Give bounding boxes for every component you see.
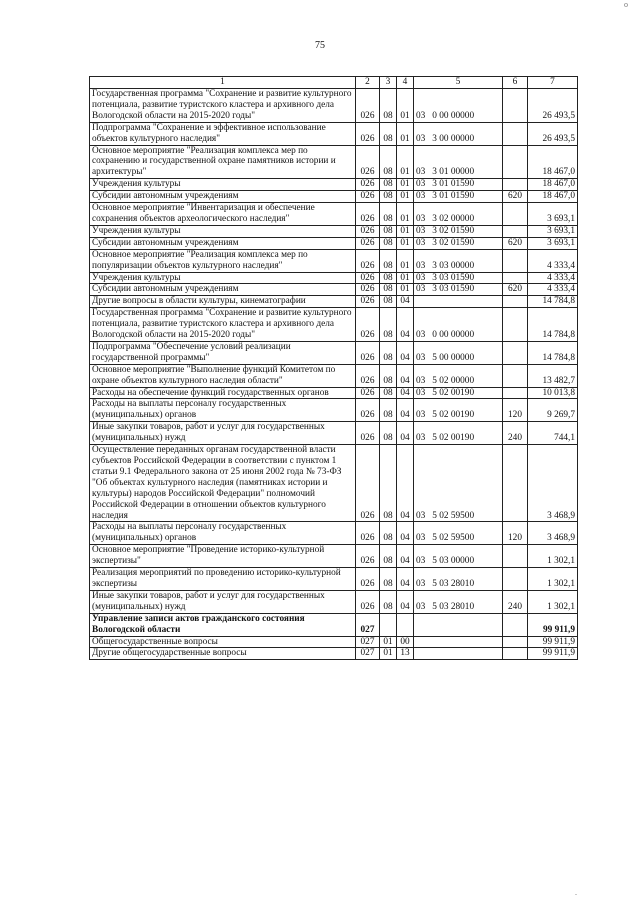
row-subsection-cell: 04	[397, 590, 414, 613]
table-row	[90, 590, 578, 613]
row-section-cell: 08	[380, 89, 397, 123]
table-row	[90, 522, 578, 545]
row-amount-cell: 13 482,7	[528, 364, 578, 387]
row-section-cell: 08	[380, 191, 397, 203]
row-target-article-cell: 03 3 03 01590	[414, 284, 503, 296]
row-name-cell: Основное мероприятие "Инвентаризация и обеспечение сохранения объектов археологического наследия"	[90, 203, 356, 226]
row-section-cell: 08	[380, 225, 397, 237]
row-section-cell: 08	[380, 203, 397, 226]
row-amount-cell: 9 269,7	[528, 399, 578, 422]
row-subsection-cell: 01	[397, 203, 414, 226]
table-row	[90, 122, 578, 145]
row-code-cell: 027	[356, 636, 380, 648]
row-expense-type-cell	[503, 341, 528, 364]
row-section-cell: 01	[380, 648, 397, 660]
row-name-cell: Расходы на выплаты персоналу государственных (муниципальных) органов	[90, 522, 356, 545]
row-expense-type-cell	[503, 445, 528, 522]
row-target-article-cell: 03 5 03 28010	[414, 590, 503, 613]
table-row	[90, 249, 578, 272]
row-section-cell: 08	[380, 272, 397, 284]
row-amount-cell: 26 493,5	[528, 89, 578, 123]
table-row	[90, 648, 578, 660]
row-expense-type-cell	[503, 122, 528, 145]
table-row	[90, 445, 578, 522]
row-name-cell: Общегосударственные вопросы	[90, 636, 356, 648]
row-subsection-cell: 01	[397, 225, 414, 237]
row-amount-cell: 14 784,8	[528, 308, 578, 342]
row-name-cell: Субсидии автономным учреждениям	[90, 284, 356, 296]
row-amount-cell: 99 911,9	[528, 648, 578, 660]
row-section-cell: 08	[380, 522, 397, 545]
row-amount-cell: 3 693,1	[528, 225, 578, 237]
row-code-cell: 026	[356, 122, 380, 145]
row-name-cell: Управление записи актов гражданского состояния Вологодской области	[90, 613, 356, 636]
row-code-cell: 026	[356, 225, 380, 237]
row-amount-cell: 10 013,8	[528, 387, 578, 399]
row-code-cell: 026	[356, 364, 380, 387]
row-expense-type-cell	[503, 89, 528, 123]
row-name-cell: Субсидии автономным учреждениям	[90, 237, 356, 249]
row-code-cell: 026	[356, 203, 380, 226]
row-code-cell: 026	[356, 308, 380, 342]
row-target-article-cell: 03 0 00 00000	[414, 308, 503, 342]
row-expense-type-cell	[503, 568, 528, 591]
row-section-cell	[380, 613, 397, 636]
row-target-article-cell: 03 5 02 00190	[414, 399, 503, 422]
row-subsection-cell: 01	[397, 249, 414, 272]
row-subsection-cell: 01	[397, 89, 414, 123]
row-expense-type-cell	[503, 225, 528, 237]
row-code-cell: 026	[356, 296, 380, 308]
row-subsection-cell: 01	[397, 145, 414, 179]
row-expense-type-cell: 240	[503, 422, 528, 445]
row-name-cell: Государственная программа "Сохранение и развитие культурного потенциала, развитие туристского кластера и архивного дела Вологодской области на 2015-2020 годы"	[90, 308, 356, 342]
row-amount-cell: 18 467,0	[528, 191, 578, 203]
row-amount-cell: 18 467,0	[528, 179, 578, 191]
row-expense-type-cell	[503, 545, 528, 568]
row-target-article-cell: 03 5 03 00000	[414, 545, 503, 568]
row-expense-type-cell	[503, 636, 528, 648]
row-target-article-cell: 03 3 00 00000	[414, 122, 503, 145]
row-subsection-cell: 01	[397, 237, 414, 249]
row-name-cell: Расходы на выплаты персоналу государственных (муниципальных) органов	[90, 399, 356, 422]
row-section-cell: 08	[380, 445, 397, 522]
row-code-cell: 027	[356, 613, 380, 636]
row-expense-type-cell: 120	[503, 399, 528, 422]
table-row	[90, 545, 578, 568]
row-code-cell: 026	[356, 399, 380, 422]
table-row	[90, 613, 578, 636]
table-row	[90, 89, 578, 123]
row-amount-cell: 99 911,9	[528, 636, 578, 648]
row-code-cell: 026	[356, 284, 380, 296]
row-expense-type-cell	[503, 145, 528, 179]
row-code-cell: 026	[356, 590, 380, 613]
row-section-cell: 08	[380, 145, 397, 179]
row-name-cell: Иные закупки товаров, работ и услуг для государственных (муниципальных) нужд	[90, 590, 356, 613]
row-subsection-cell: 01	[397, 122, 414, 145]
row-code-cell: 026	[356, 272, 380, 284]
row-target-article-cell: 03 3 03 00000	[414, 249, 503, 272]
table-row	[90, 636, 578, 648]
row-code-cell: 026	[356, 522, 380, 545]
row-target-article-cell: 03 5 02 00190	[414, 422, 503, 445]
row-target-article-cell: 03 5 03 28010	[414, 568, 503, 591]
row-name-cell: Другие общегосударственные вопросы	[90, 648, 356, 660]
row-subsection-cell: 01	[397, 179, 414, 191]
row-code-cell: 026	[356, 237, 380, 249]
table-row	[90, 203, 578, 226]
header-col-7: 7	[528, 77, 578, 89]
row-expense-type-cell: 120	[503, 522, 528, 545]
row-expense-type-cell	[503, 249, 528, 272]
row-subsection-cell: 13	[397, 648, 414, 660]
row-amount-cell: 18 467,0	[528, 145, 578, 179]
row-name-cell: Основное мероприятие "Проведение историко-культурной экспертизы"	[90, 545, 356, 568]
table-row	[90, 191, 578, 203]
row-code-cell: 026	[356, 422, 380, 445]
row-target-article-cell	[414, 648, 503, 660]
table-header-row	[90, 77, 578, 89]
row-amount-cell: 3 468,9	[528, 522, 578, 545]
row-amount-cell: 744,1	[528, 422, 578, 445]
table-row	[90, 568, 578, 591]
row-amount-cell: 1 302,1	[528, 590, 578, 613]
row-subsection-cell: 04	[397, 399, 414, 422]
row-amount-cell: 14 784,8	[528, 341, 578, 364]
header-col-5: 5	[414, 77, 503, 89]
row-name-cell: Учреждения культуры	[90, 225, 356, 237]
row-code-cell: 026	[356, 249, 380, 272]
row-amount-cell: 99 911,9	[528, 613, 578, 636]
corner-mark-bottom: .	[575, 888, 577, 897]
row-target-article-cell: 03 5 02 00000	[414, 364, 503, 387]
row-target-article-cell: 03 3 01 00000	[414, 145, 503, 179]
row-code-cell: 026	[356, 341, 380, 364]
row-expense-type-cell	[503, 387, 528, 399]
header-col-4: 4	[397, 77, 414, 89]
row-target-article-cell: 03 3 01 01590	[414, 191, 503, 203]
row-amount-cell: 4 333,4	[528, 272, 578, 284]
row-section-cell: 08	[380, 179, 397, 191]
row-subsection-cell: 04	[397, 522, 414, 545]
row-subsection-cell: 04	[397, 445, 414, 522]
row-expense-type-cell	[503, 308, 528, 342]
header-col-6: 6	[503, 77, 528, 89]
row-section-cell: 08	[380, 284, 397, 296]
table-row	[90, 364, 578, 387]
row-amount-cell: 3 693,1	[528, 203, 578, 226]
row-code-cell: 026	[356, 179, 380, 191]
row-expense-type-cell	[503, 179, 528, 191]
row-section-cell: 08	[380, 341, 397, 364]
row-target-article-cell: 03 3 02 01590	[414, 225, 503, 237]
row-code-cell: 026	[356, 445, 380, 522]
row-name-cell: Субсидии автономным учреждениям	[90, 191, 356, 203]
row-subsection-cell: 00	[397, 636, 414, 648]
row-amount-cell: 14 784,8	[528, 296, 578, 308]
row-name-cell: Основное мероприятие "Выполнение функций Комитетом по охране объектов культурного наследия области"	[90, 364, 356, 387]
table-row	[90, 237, 578, 249]
row-section-cell: 08	[380, 590, 397, 613]
row-expense-type-cell: 240	[503, 590, 528, 613]
row-name-cell: Другие вопросы в области культуры, кинематографии	[90, 296, 356, 308]
row-subsection-cell: 04	[397, 545, 414, 568]
row-section-cell: 08	[380, 568, 397, 591]
row-expense-type-cell	[503, 296, 528, 308]
table-row	[90, 284, 578, 296]
row-amount-cell: 26 493,5	[528, 122, 578, 145]
row-amount-cell: 4 333,4	[528, 249, 578, 272]
row-target-article-cell	[414, 296, 503, 308]
header-col-1: 1	[90, 77, 356, 89]
row-name-cell: Подпрограмма "Обеспечение условий реализации государственной программы"	[90, 341, 356, 364]
row-code-cell: 026	[356, 89, 380, 123]
row-section-cell: 08	[380, 422, 397, 445]
row-code-cell: 026	[356, 568, 380, 591]
row-subsection-cell: 04	[397, 364, 414, 387]
table-row	[90, 225, 578, 237]
table-row	[90, 296, 578, 308]
row-subsection-cell: 01	[397, 284, 414, 296]
row-section-cell: 08	[380, 237, 397, 249]
row-subsection-cell: 04	[397, 341, 414, 364]
header-col-2: 2	[356, 77, 380, 89]
row-target-article-cell: 03 5 02 00190	[414, 387, 503, 399]
table-body	[90, 89, 578, 660]
row-name-cell: Государственная программа "Сохранение и развитие культурного потенциала, развитие туристского кластера и архивного дела Вологодской области на 2015-2020 годы"	[90, 89, 356, 123]
row-name-cell: Подпрограмма "Сохранение и эффективное использование объектов культурного наследия"	[90, 122, 356, 145]
row-name-cell: Учреждения культуры	[90, 179, 356, 191]
row-expense-type-cell: 620	[503, 191, 528, 203]
row-expense-type-cell: 620	[503, 237, 528, 249]
row-amount-cell: 3 693,1	[528, 237, 578, 249]
row-expense-type-cell	[503, 272, 528, 284]
row-amount-cell: 4 333,4	[528, 284, 578, 296]
row-section-cell: 08	[380, 387, 397, 399]
row-target-article-cell: 03 3 01 01590	[414, 179, 503, 191]
row-code-cell: 026	[356, 145, 380, 179]
row-name-cell: Иные закупки товаров, работ и услуг для государственных (муниципальных) нужд	[90, 422, 356, 445]
table-row	[90, 272, 578, 284]
row-target-article-cell: 03 5 00 00000	[414, 341, 503, 364]
table-row	[90, 341, 578, 364]
table-row	[90, 422, 578, 445]
corner-mark-top: o	[624, 0, 628, 9]
row-target-article-cell: 03 3 02 01590	[414, 237, 503, 249]
row-target-article-cell: 03 0 00 00000	[414, 89, 503, 123]
row-amount-cell: 3 468,9	[528, 445, 578, 522]
row-subsection-cell: 04	[397, 296, 414, 308]
row-subsection-cell: 04	[397, 422, 414, 445]
budget-table	[89, 76, 578, 660]
row-section-cell: 08	[380, 545, 397, 568]
row-code-cell: 027	[356, 648, 380, 660]
row-subsection-cell: 04	[397, 387, 414, 399]
row-section-cell: 08	[380, 364, 397, 387]
row-name-cell: Расходы на обеспечение функций государственных органов	[90, 387, 356, 399]
row-name-cell: Реализация мероприятий по проведению историко-культурной экспертизы	[90, 568, 356, 591]
row-target-article-cell: 03 3 03 01590	[414, 272, 503, 284]
row-section-cell: 08	[380, 399, 397, 422]
row-code-cell: 026	[356, 191, 380, 203]
row-target-article-cell: 03 5 02 59500	[414, 445, 503, 522]
table-row	[90, 179, 578, 191]
row-name-cell: Основное мероприятие "Реализация комплекса мер по сохранению и государственной охране памятников истории и архитектуры"	[90, 145, 356, 179]
row-section-cell: 01	[380, 636, 397, 648]
row-expense-type-cell	[503, 203, 528, 226]
row-target-article-cell: 03 3 02 00000	[414, 203, 503, 226]
row-subsection-cell: 04	[397, 308, 414, 342]
row-expense-type-cell	[503, 613, 528, 636]
table-row	[90, 387, 578, 399]
row-expense-type-cell	[503, 364, 528, 387]
row-name-cell: Основное мероприятие "Реализация комплекса мер по популяризации объектов культурного наследия"	[90, 249, 356, 272]
row-amount-cell: 1 302,1	[528, 545, 578, 568]
row-subsection-cell: 04	[397, 568, 414, 591]
row-section-cell: 08	[380, 308, 397, 342]
row-name-cell: Осуществление переданных органам государственной власти субъектов Российской Федерации в соответствии с пунктом 1 статьи 9.1 Федерального закона от 25 июня 2002 года № 73-ФЗ "Об объектах культурного наследия (памятниках истории и культуры) народов Российской Федерации" полномочий Российской Федерации в отношении объектов культурного наследия	[90, 445, 356, 522]
row-amount-cell: 1 302,1	[528, 568, 578, 591]
table-row	[90, 145, 578, 179]
row-target-article-cell	[414, 636, 503, 648]
row-code-cell: 026	[356, 387, 380, 399]
row-section-cell: 08	[380, 249, 397, 272]
table-row	[90, 399, 578, 422]
row-name-cell: Учреждения культуры	[90, 272, 356, 284]
row-expense-type-cell	[503, 648, 528, 660]
table-row	[90, 308, 578, 342]
row-code-cell: 026	[356, 545, 380, 568]
row-target-article-cell: 03 5 02 59500	[414, 522, 503, 545]
page-number: 75	[315, 40, 325, 51]
row-expense-type-cell: 620	[503, 284, 528, 296]
row-subsection-cell	[397, 613, 414, 636]
header-col-3: 3	[380, 77, 397, 89]
row-subsection-cell: 01	[397, 272, 414, 284]
row-section-cell: 08	[380, 296, 397, 308]
row-subsection-cell: 01	[397, 191, 414, 203]
row-target-article-cell	[414, 613, 503, 636]
row-section-cell: 08	[380, 122, 397, 145]
